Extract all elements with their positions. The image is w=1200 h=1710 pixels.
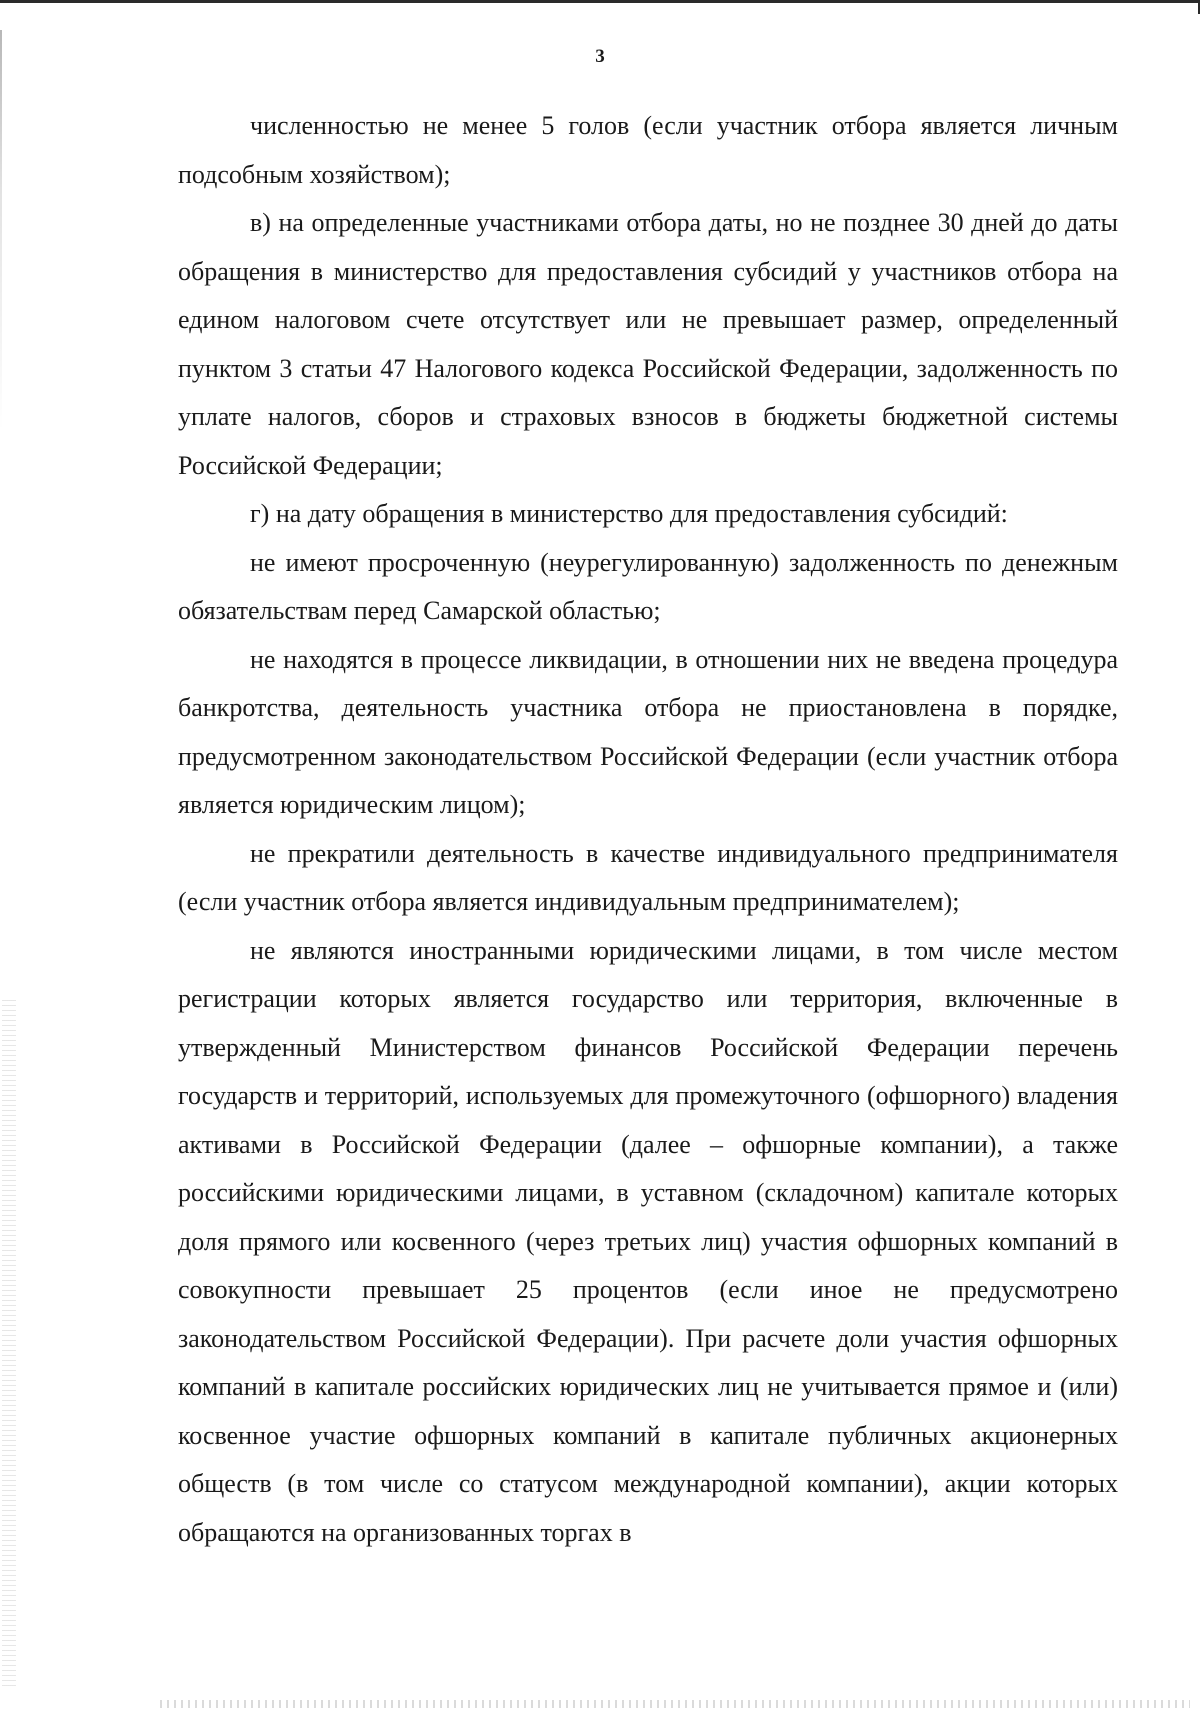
document-body [178, 102, 1118, 1557]
paragraph-debt-obligations: не имеют просроченную (неурегулированную) задолженность по денежным обязательствам перед Самарской областью; [178, 547, 1118, 625]
paragraph-entrepreneur: не прекратили деятельность в качестве индивидуального предпринимателя (если участник отбора является индивидуальным предпринимателем); [178, 838, 1118, 916]
paragraph-liquidation: не находятся в процессе ликвидации, в отношении них не введена процедура банкротства, деятельность участника отбора не приостановлена в порядке, предусмотренном законодательством Российской Федерации (если участник отбора является юридическим лицом); [178, 644, 1118, 819]
scan-border-left [0, 30, 2, 430]
scan-noise-left [2, 1000, 16, 1690]
paragraph-item-v: в) на определенные участниками отбора даты, но не позднее 30 дней до даты обращения в министерство для предоставления субсидий у участников отбора на едином налоговом счете отсутствует или не превышает размер, определенный пунктом 3 статьи 47 Налогового кодекса Российской Федерации, задолженность по уплате налогов, сборов и страховых взносов в бюджеты бюджетной системы Российской Федерации; [178, 208, 1118, 480]
scan-noise-bottom [160, 1700, 1190, 1708]
paragraph-offshore: не являются иностранными юридическими лицами, в том числе местом регистрации которых является государство или территория, включенные в утвержденный Министерством финансов Российской Федерации перечень государств и территорий, используемых для промежуточного (офшорного) владения активами в Российской Федерации (далее – офшорные компании), а также российскими юридическими лицами, в уставном (складочном) капитале которых доля прямого или косвенного (через третьих лиц) участия офшорных компаний в совокупности превышает 25 процентов (если иное не предусмотрено законодательством Российской Федерации). При расчете доли участия офшорных компаний в капитале российских юридических лиц не учитывается прямое и (или) косвенное участие офшорных компаний в капитале публичных акционерных обществ (в том числе со статусом международной компании), акции которых обращаются на организованных торгах в [178, 935, 1118, 1547]
paragraph-continuation: численностью не менее 5 голов (если участник отбора является личным подсобным хозяйством); [178, 111, 1118, 189]
page-number: 3 [595, 46, 605, 67]
paragraph-item-g: г) на дату обращения в министерство для предоставления субсидий: [250, 499, 1008, 528]
scan-border-top [0, 0, 1200, 3]
